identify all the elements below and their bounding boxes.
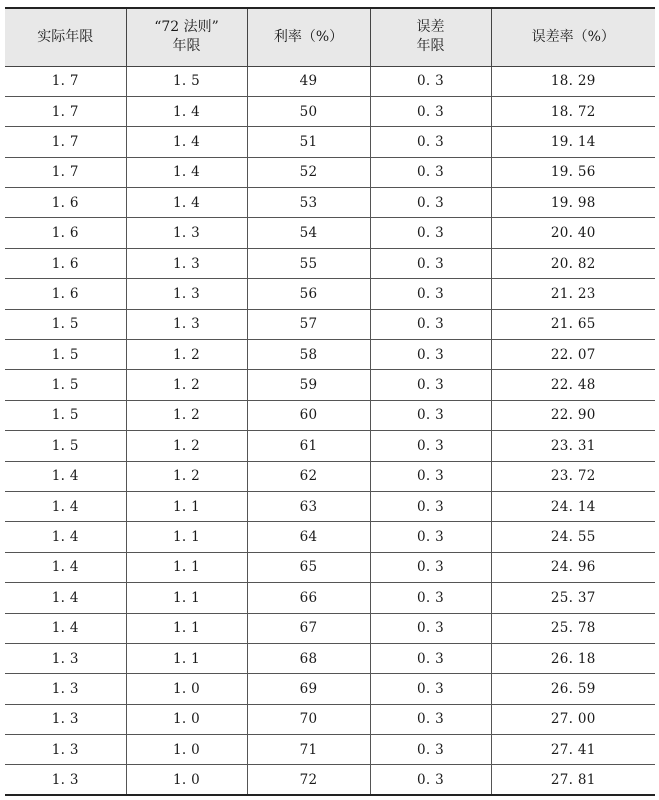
cell-actual-years: 1. 3 <box>5 643 126 673</box>
cell-interest-rate: 52 <box>247 157 370 187</box>
cell-rule72-years: 1. 2 <box>126 431 247 461</box>
header-line: 实际年限 <box>37 28 94 45</box>
cell-error-years: 0. 3 <box>370 461 491 491</box>
cell-error-years: 0. 3 <box>370 431 491 461</box>
cell-rule72-years: 1. 1 <box>126 613 247 643</box>
cell-interest-rate: 71 <box>247 735 370 765</box>
table-row <box>5 613 655 643</box>
cell-error-rate: 24. 55 <box>491 522 655 552</box>
cell-error-years: 0. 3 <box>370 188 491 218</box>
cell-actual-years: 1. 6 <box>5 218 126 248</box>
cell-error-years: 0. 3 <box>370 583 491 613</box>
cell-error-rate: 23. 72 <box>491 461 655 491</box>
cell-error-years: 0. 3 <box>370 674 491 704</box>
cell-actual-years: 1. 7 <box>5 157 126 187</box>
cell-error-years: 0. 3 <box>370 157 491 187</box>
header-error-years <box>370 8 491 66</box>
header-line: 年限 <box>416 38 445 55</box>
cell-actual-years: 1. 7 <box>5 66 126 96</box>
cell-error-rate: 18. 29 <box>491 66 655 96</box>
rule-of-72-table <box>5 7 655 796</box>
cell-error-years: 0. 3 <box>370 552 491 582</box>
cell-actual-years: 1. 4 <box>5 583 126 613</box>
cell-actual-years: 1. 5 <box>5 431 126 461</box>
header-interest-rate <box>247 8 370 66</box>
cell-error-years: 0. 3 <box>370 309 491 339</box>
table-row <box>5 491 655 521</box>
cell-interest-rate: 63 <box>247 491 370 521</box>
cell-error-years: 0. 3 <box>370 735 491 765</box>
cell-interest-rate: 53 <box>247 188 370 218</box>
cell-actual-years: 1. 3 <box>5 735 126 765</box>
cell-actual-years: 1. 6 <box>5 188 126 218</box>
table-row <box>5 96 655 126</box>
table-row <box>5 643 655 673</box>
table-row <box>5 188 655 218</box>
table-row <box>5 248 655 278</box>
cell-error-years: 0. 3 <box>370 127 491 157</box>
cell-error-rate: 21. 65 <box>491 309 655 339</box>
cell-rule72-years: 1. 0 <box>126 735 247 765</box>
cell-error-rate: 25. 78 <box>491 613 655 643</box>
cell-interest-rate: 57 <box>247 309 370 339</box>
table-row <box>5 66 655 96</box>
cell-actual-years: 1. 6 <box>5 279 126 309</box>
table-row <box>5 400 655 430</box>
header-line: 利率（%） <box>273 28 344 45</box>
table-row <box>5 431 655 461</box>
cell-error-rate: 23. 31 <box>491 431 655 461</box>
cell-rule72-years: 1. 4 <box>126 188 247 218</box>
header-actual-years <box>5 8 126 66</box>
cell-error-rate: 22. 90 <box>491 400 655 430</box>
cell-error-rate: 22. 07 <box>491 340 655 370</box>
cell-error-years: 0. 3 <box>370 248 491 278</box>
cell-actual-years: 1. 6 <box>5 248 126 278</box>
cell-rule72-years: 1. 0 <box>126 674 247 704</box>
cell-rule72-years: 1. 4 <box>126 157 247 187</box>
header-line: 误差率（%） <box>531 28 615 45</box>
table-header <box>5 8 655 66</box>
cell-actual-years: 1. 5 <box>5 370 126 400</box>
table-row <box>5 218 655 248</box>
header-line: “72 法则” <box>154 19 219 36</box>
cell-rule72-years: 1. 4 <box>126 96 247 126</box>
cell-rule72-years: 1. 0 <box>126 704 247 734</box>
table-row <box>5 157 655 187</box>
cell-interest-rate: 72 <box>247 765 370 795</box>
cell-rule72-years: 1. 2 <box>126 370 247 400</box>
cell-error-years: 0. 3 <box>370 491 491 521</box>
cell-actual-years: 1. 7 <box>5 96 126 126</box>
cell-interest-rate: 60 <box>247 400 370 430</box>
cell-error-years: 0. 3 <box>370 400 491 430</box>
table-row <box>5 674 655 704</box>
cell-interest-rate: 66 <box>247 583 370 613</box>
header-rule72-years <box>126 8 247 66</box>
cell-rule72-years: 1. 5 <box>126 66 247 96</box>
cell-rule72-years: 1. 1 <box>126 583 247 613</box>
header-line: 年限 <box>172 38 201 55</box>
table-row <box>5 735 655 765</box>
cell-error-rate: 20. 40 <box>491 218 655 248</box>
cell-error-years: 0. 3 <box>370 613 491 643</box>
cell-interest-rate: 56 <box>247 279 370 309</box>
cell-error-years: 0. 3 <box>370 522 491 552</box>
cell-error-rate: 27. 81 <box>491 765 655 795</box>
cell-error-rate: 19. 98 <box>491 188 655 218</box>
cell-rule72-years: 1. 0 <box>126 765 247 795</box>
cell-interest-rate: 62 <box>247 461 370 491</box>
table-row <box>5 279 655 309</box>
cell-error-rate: 26. 59 <box>491 674 655 704</box>
cell-interest-rate: 65 <box>247 552 370 582</box>
cell-interest-rate: 50 <box>247 96 370 126</box>
table-row <box>5 340 655 370</box>
cell-interest-rate: 64 <box>247 522 370 552</box>
cell-interest-rate: 51 <box>247 127 370 157</box>
cell-error-rate: 21. 23 <box>491 279 655 309</box>
cell-error-years: 0. 3 <box>370 66 491 96</box>
cell-rule72-years: 1. 1 <box>126 522 247 552</box>
table-row <box>5 370 655 400</box>
cell-rule72-years: 1. 4 <box>126 127 247 157</box>
cell-interest-rate: 55 <box>247 248 370 278</box>
cell-interest-rate: 54 <box>247 218 370 248</box>
table-row <box>5 309 655 339</box>
cell-actual-years: 1. 4 <box>5 552 126 582</box>
table-row <box>5 127 655 157</box>
cell-error-rate: 27. 00 <box>491 704 655 734</box>
cell-rule72-years: 1. 2 <box>126 340 247 370</box>
cell-rule72-years: 1. 1 <box>126 552 247 582</box>
cell-error-rate: 22. 48 <box>491 370 655 400</box>
table-row <box>5 522 655 552</box>
table-row <box>5 583 655 613</box>
cell-error-years: 0. 3 <box>370 96 491 126</box>
cell-actual-years: 1. 3 <box>5 765 126 795</box>
cell-interest-rate: 70 <box>247 704 370 734</box>
cell-rule72-years: 1. 1 <box>126 491 247 521</box>
table-body <box>5 66 655 795</box>
table-row <box>5 552 655 582</box>
table-row <box>5 461 655 491</box>
cell-rule72-years: 1. 2 <box>126 400 247 430</box>
cell-actual-years: 1. 5 <box>5 340 126 370</box>
cell-actual-years: 1. 4 <box>5 522 126 552</box>
cell-error-years: 0. 3 <box>370 370 491 400</box>
cell-interest-rate: 69 <box>247 674 370 704</box>
header-line: 误差 <box>416 19 445 36</box>
cell-error-rate: 20. 82 <box>491 248 655 278</box>
cell-actual-years: 1. 5 <box>5 309 126 339</box>
table-row <box>5 765 655 795</box>
cell-error-rate: 18. 72 <box>491 96 655 126</box>
cell-actual-years: 1. 4 <box>5 491 126 521</box>
cell-error-years: 0. 3 <box>370 218 491 248</box>
cell-error-rate: 27. 41 <box>491 735 655 765</box>
cell-actual-years: 1. 7 <box>5 127 126 157</box>
cell-actual-years: 1. 3 <box>5 674 126 704</box>
cell-interest-rate: 68 <box>247 643 370 673</box>
cell-actual-years: 1. 4 <box>5 613 126 643</box>
cell-rule72-years: 1. 3 <box>126 309 247 339</box>
cell-rule72-years: 1. 3 <box>126 248 247 278</box>
cell-actual-years: 1. 5 <box>5 400 126 430</box>
cell-error-rate: 24. 14 <box>491 491 655 521</box>
cell-error-rate: 19. 14 <box>491 127 655 157</box>
cell-error-rate: 19. 56 <box>491 157 655 187</box>
cell-error-rate: 25. 37 <box>491 583 655 613</box>
cell-rule72-years: 1. 2 <box>126 461 247 491</box>
cell-error-years: 0. 3 <box>370 340 491 370</box>
cell-actual-years: 1. 3 <box>5 704 126 734</box>
cell-error-rate: 24. 96 <box>491 552 655 582</box>
cell-actual-years: 1. 4 <box>5 461 126 491</box>
table-row <box>5 704 655 734</box>
cell-error-years: 0. 3 <box>370 704 491 734</box>
cell-error-years: 0. 3 <box>370 765 491 795</box>
cell-error-years: 0. 3 <box>370 279 491 309</box>
cell-interest-rate: 58 <box>247 340 370 370</box>
cell-rule72-years: 1. 3 <box>126 279 247 309</box>
cell-error-rate: 26. 18 <box>491 643 655 673</box>
cell-rule72-years: 1. 1 <box>126 643 247 673</box>
header-error-rate <box>491 8 655 66</box>
cell-error-years: 0. 3 <box>370 643 491 673</box>
cell-rule72-years: 1. 3 <box>126 218 247 248</box>
cell-interest-rate: 59 <box>247 370 370 400</box>
cell-interest-rate: 67 <box>247 613 370 643</box>
header-row <box>5 8 655 66</box>
cell-interest-rate: 49 <box>247 66 370 96</box>
cell-interest-rate: 61 <box>247 431 370 461</box>
